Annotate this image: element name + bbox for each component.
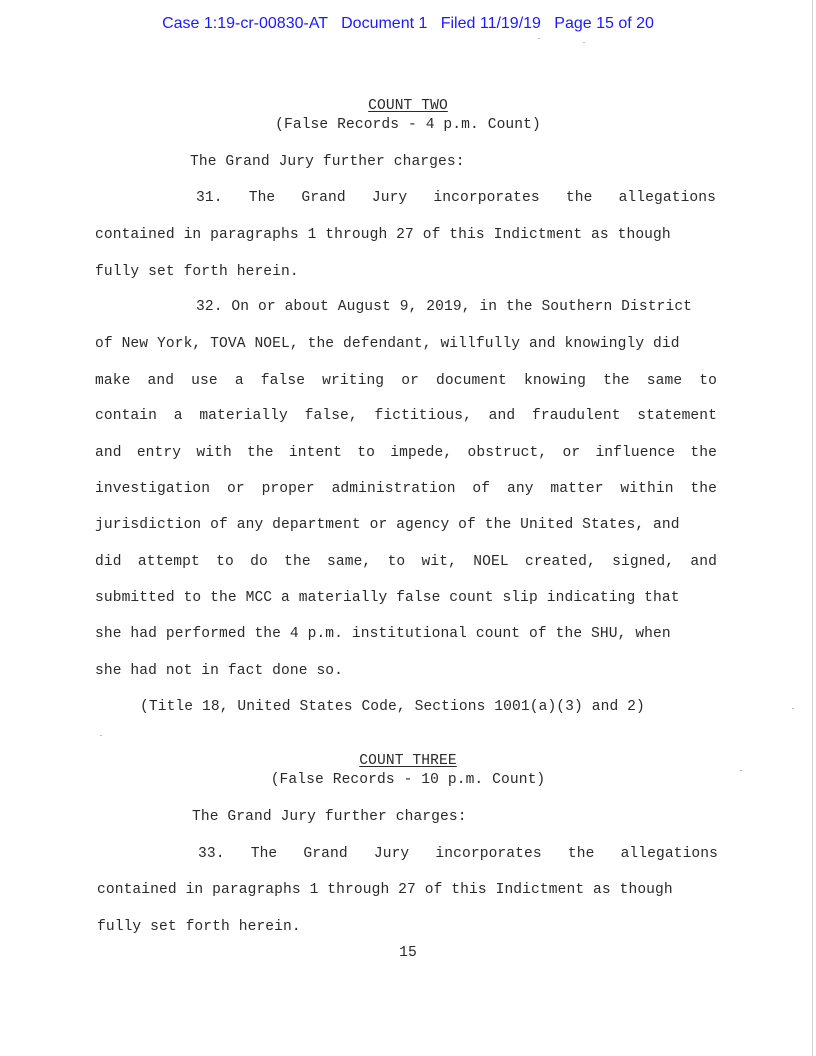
- para31-line3: fully set forth herein.: [95, 264, 299, 280]
- count-three-title: [0, 752, 816, 770]
- para33-line3: fully set forth herein.: [97, 919, 301, 935]
- para33-line1: 33. The Grand Jury incorporates the allegations: [198, 846, 718, 862]
- count-two-citation: (Title 18, United States Code, Sections 1001(a)(3) and 2): [140, 699, 645, 715]
- scan-speck: [583, 42, 585, 43]
- scan-speck: [100, 735, 102, 736]
- para32-line5: and entry with the intent to impede, obstruct, or influence the: [95, 445, 717, 461]
- scan-speck: [792, 708, 794, 709]
- page-edge-divider: [812, 0, 813, 1056]
- scan-speck: [740, 770, 742, 771]
- para32-line10: she had performed the 4 p.m. institutional count of the SHU, when: [95, 626, 671, 642]
- page-number: 15: [399, 945, 417, 961]
- count-two-subtitle: (False Records - 4 p.m. Count): [275, 117, 541, 133]
- para32-line9: submitted to the MCC a materially false count slip indicating that: [95, 590, 680, 606]
- para32-line7: jurisdiction of any department or agency of the United States, and: [95, 517, 680, 533]
- para32-line2: of New York, TOVA NOEL, the defendant, willfully and knowingly did: [95, 336, 680, 352]
- para33-line2: contained in paragraphs 1 through 27 of this Indictment as though: [97, 882, 673, 898]
- scan-speck: [538, 38, 540, 39]
- para32-line1: 32. On or about August 9, 2019, in the Southern District: [196, 299, 693, 315]
- para32-line11: she had not in fact done so.: [95, 663, 344, 679]
- para32-line3: make and use a false writing or document knowing the same to: [95, 373, 717, 389]
- para31-line1: 31. The Grand Jury incorporates the allegations: [196, 190, 716, 206]
- count-two-intro: The Grand Jury further charges:: [190, 154, 465, 170]
- count-two-title-text: COUNT TWO: [368, 98, 448, 114]
- count-two-title: [0, 97, 816, 115]
- case-header: Case 1:19-cr-00830-AT Document 1 Filed 11/19/19 Page 15 of 20: [162, 15, 654, 32]
- count-three-subtitle: (False Records - 10 p.m. Count): [270, 772, 546, 788]
- para32-line6: investigation or proper administration of any matter within the: [95, 481, 717, 497]
- para32-line4: contain a materially false, fictitious, and fraudulent statement: [95, 408, 717, 424]
- para31-line2: contained in paragraphs 1 through 27 of this Indictment as though: [95, 227, 671, 243]
- para32-line8: did attempt to do the same, to wit, NOEL created, signed, and: [95, 554, 717, 570]
- count-three-intro: The Grand Jury further charges:: [192, 809, 467, 825]
- count-three-title-text: COUNT THREE: [359, 753, 457, 769]
